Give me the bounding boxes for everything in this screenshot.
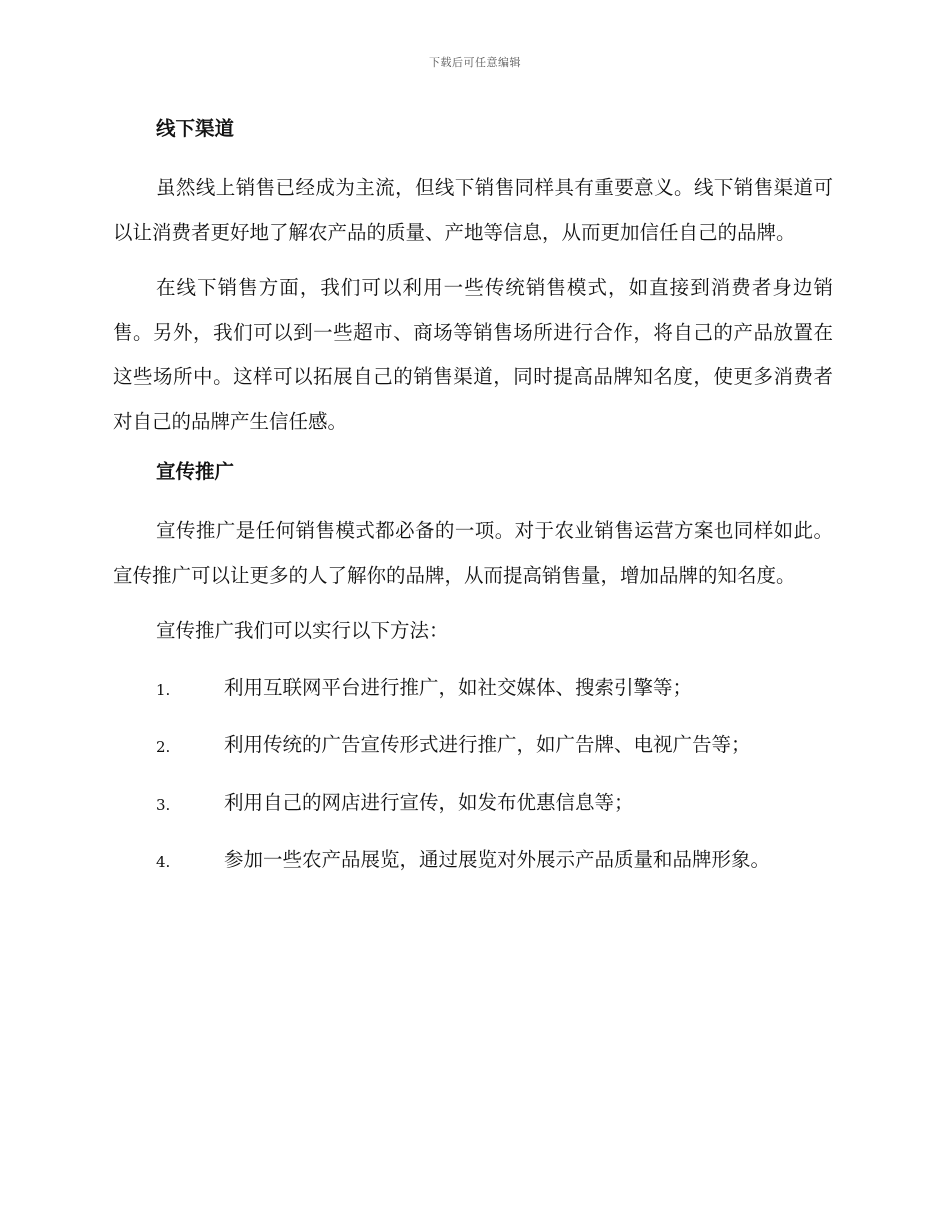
list-item-text: 利用自己的网店进行宣传，如发布优惠信息等；: [224, 790, 634, 814]
paragraph: 虽然线上销售已经成为主流，但线下销售同样具有重要意义。线下销售渠道可以让消费者更好地了解农产品的质量、产地等信息，从而更加信任自己的品牌。: [113, 176, 833, 244]
list-item-text: 利用互联网平台进行推广，如社交媒体、搜索引擎等；: [224, 675, 693, 699]
list-item: [113, 729, 833, 787]
list-item: [113, 672, 833, 730]
list-item-number: 1.: [156, 680, 171, 699]
section-heading-promotion: 宣传推广: [156, 460, 235, 483]
paragraph: 在线下销售方面，我们可以利用一些传统销售模式，如直接到消费者身边销售。另外，我们可以到一些超市、商场等销售场所进行合作，将自己的产品放置在这些场所中。这样可以拓展自己的销售渠道，同时提高品牌知名度，使更多消费者对自己的品牌产生信任感。: [113, 276, 833, 433]
list-item-text: 参加一些农产品展览，通过展览对外展示产品质量和品牌形象。: [224, 848, 771, 871]
promotion-methods-list: [113, 672, 833, 902]
section-heading-offline-channel: 线下渠道: [156, 117, 235, 140]
page-header: 下载后可任意编辑: [429, 56, 521, 69]
paragraph: 宣传推广是任何销售模式都必备的一项。对于农业销售运营方案也同样如此。宣传推广可以让更多的人了解你的品牌，从而提高销售量，增加品牌的知名度。: [113, 519, 833, 587]
list-item-number: 2.: [156, 738, 171, 756]
document-body: [113, 112, 833, 902]
list-item-text: 利用传统的广告宣传形式进行推广，如广告牌、电视广告等；: [224, 733, 751, 756]
list-item: [113, 787, 833, 845]
list-item: [113, 844, 833, 902]
list-item-number: 4.: [156, 853, 171, 871]
list-item-number: 3.: [156, 795, 171, 814]
paragraph: 宣传推广我们可以实行以下方法：: [156, 619, 449, 642]
